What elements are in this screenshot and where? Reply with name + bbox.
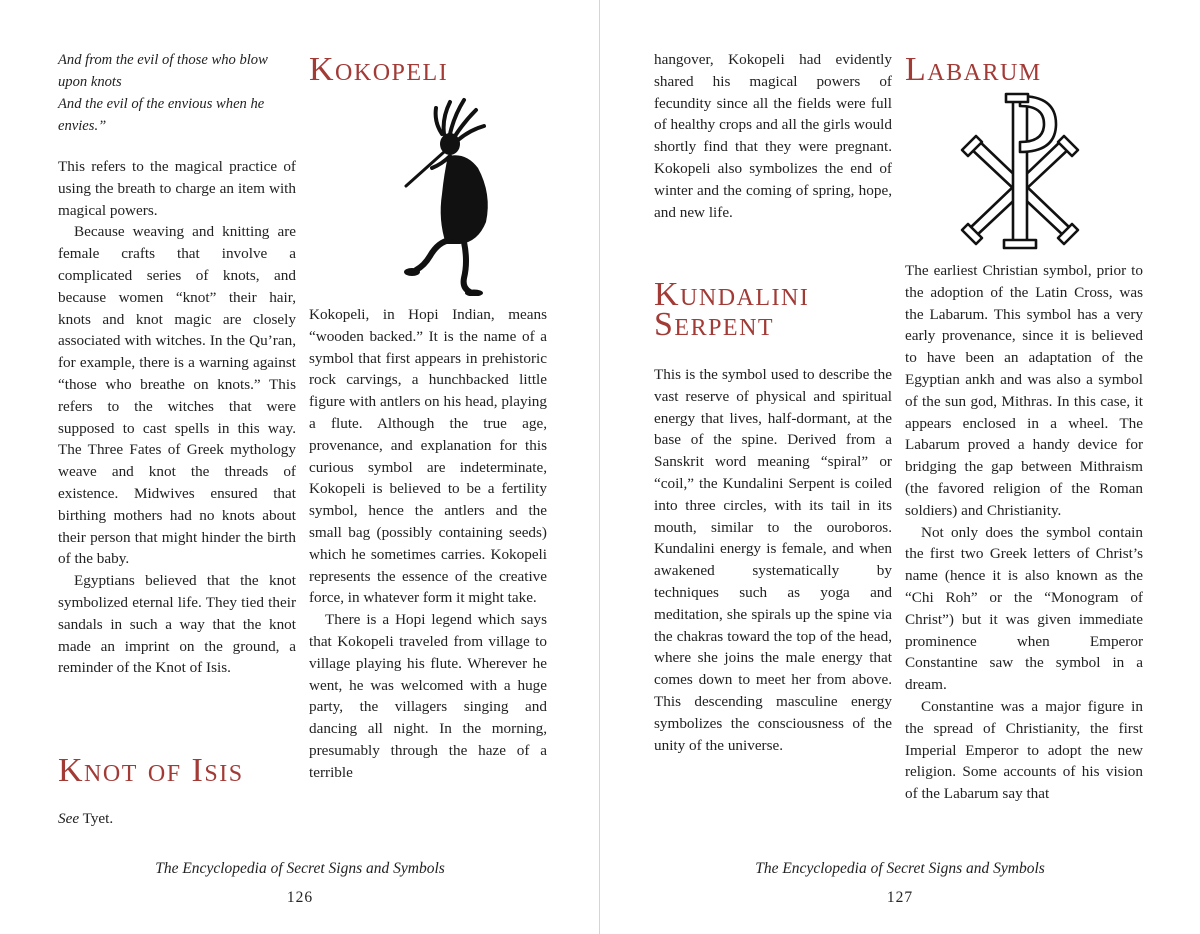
- labarum-column: [905, 260, 1143, 805]
- page-number: 127: [886, 889, 914, 906]
- kundalini-column: [654, 364, 892, 756]
- quote-line: upon knots: [58, 74, 122, 90]
- page-number: 126: [286, 889, 314, 906]
- quote-line: And from the evil of those who blow: [58, 52, 268, 68]
- labarum-heading: Labarum: [905, 51, 1042, 88]
- quote-line: And the evil of the envious when he: [58, 96, 265, 112]
- page-gutter: [599, 0, 600, 934]
- body-paragraph: Not only does the symbol contain the first two Greek letters of Christ’s name (hence it is also known as the “Chi Roh” or the “Monogram of Christ”) but it was given immediate prominence when Emperor Constantine saw the symbol in a dream.: [905, 523, 1143, 694]
- see-target-link[interactable]: Tyet.: [82, 810, 114, 827]
- body-paragraph: Kokopeli, in Hopi Indian, means “wooden backed.” It is the name of a symbol that first appears in prehistoric rock carvings, a hunchbacked little figure with antlers on his head, playing a flute. Although the true age, provenance, and explanation for this curious symbol are indeterminate, Kokopeli is believed to be a fertility symbol, hence the antlers and the small bag (possibly containing seeds) which he sometimes carries. Kokopeli represents the essence of the creative force, in whatever form it might take.: [309, 306, 547, 607]
- kokopeli-heading: Kokopeli: [309, 51, 449, 88]
- heading-line: Kundalini: [654, 276, 810, 313]
- body-paragraph: The earliest Christian symbol, prior to the adoption of the Latin Cross, was the Labarum. This symbol has a very early provenance, since it is believed to have been an adaptation of the Egyptian ankh and was also a symbol of the sun god, Mithras. In this case, it appears enclosed in a wheel. The Labarum proved a handy device for bridging the gap between Mithraism (the favored religion of the Roman soldiers) and Christianity.: [905, 262, 1143, 519]
- kokopeli-figure-icon: [398, 94, 502, 296]
- body-paragraph: Because weaving and knitting are female crafts that involve a complicated series of knots, and because women “knot” their hair, knots and knot magic are closely associated with witches. In the Qu’ran, for example, there is a warning against “those who breathe on knots.” This refers to the witches that were supposed to cast spells in this way. The Three Fates of Greek mythology weave and knot the threads of existence. Midwives ensured that birthing mothers had no knots about their person that might hinder the birth of the baby.: [58, 223, 296, 568]
- knot-of-isis-heading: Knot of Isis: [58, 752, 244, 789]
- body-paragraph: Egyptians believed that the knot symbolized eternal life. They tied their sandals in such a way that the knot made an imprint on the ground, a reminder of the Knot of Isis.: [58, 572, 296, 677]
- heading-line: Serpent: [654, 306, 775, 343]
- body-paragraph: This refers to the magical practice of using the breath to charge an item with magical powers.: [58, 158, 296, 219]
- body-paragraph: hangover, Kokopeli had evidently shared his magical powers of fecundity since all the fields were full of healthy crops and all the girls would shortly find that they were pregnant. Kokopeli also symbolizes the end of winter and the coming of spring, hope, and new life.: [654, 51, 892, 221]
- quote-line: envies.”: [58, 118, 107, 134]
- right-page-column-1: [654, 49, 892, 223]
- kundalini-serpent-heading: [654, 276, 810, 343]
- body-paragraph: Constantine was a major figure in the spread of Christianity, the first Imperial Emperor to adopt the new religion. Some accounts of his vision of the Labarum say that: [905, 697, 1143, 803]
- running-footer-title: The Encyclopedia of Secret Signs and Symbols: [755, 860, 1045, 877]
- body-paragraph: There is a Hopi legend which says that Kokopeli traveled from village to village playing his flute. Wherever he went, he was welcomed with a huge party, the villagers singing and dancing all night. In the morning, presumably through the haze of a terrible: [309, 611, 547, 781]
- see-reference: [58, 808, 296, 830]
- body-paragraph: This is the symbol used to describe the vast reserve of physical and spiritual energy that lives, half-dormant, at the base of the spine. Derived from a Sanskrit word meaning “spiral” or “coil,” the Kundalini Serpent is coiled into three circles, with its tail in its mouth, similar to the ouroboros. Kundalini energy is female, and when awakened systematically by techniques such as yoga and meditation, she spirals up the spine via the chakras toward the top of the head, where she joins the male energy that comes down to meet her from above. This descending masculine energy symbolizes the consciousness of the unity of the universe.: [654, 366, 892, 754]
- labarum-chi-rho-icon: [960, 90, 1080, 252]
- kokopeli-column: [309, 304, 547, 784]
- running-footer-title: The Encyclopedia of Secret Signs and Symbols: [155, 860, 445, 877]
- left-page-column-1: [58, 49, 296, 679]
- see-label: See: [58, 810, 80, 827]
